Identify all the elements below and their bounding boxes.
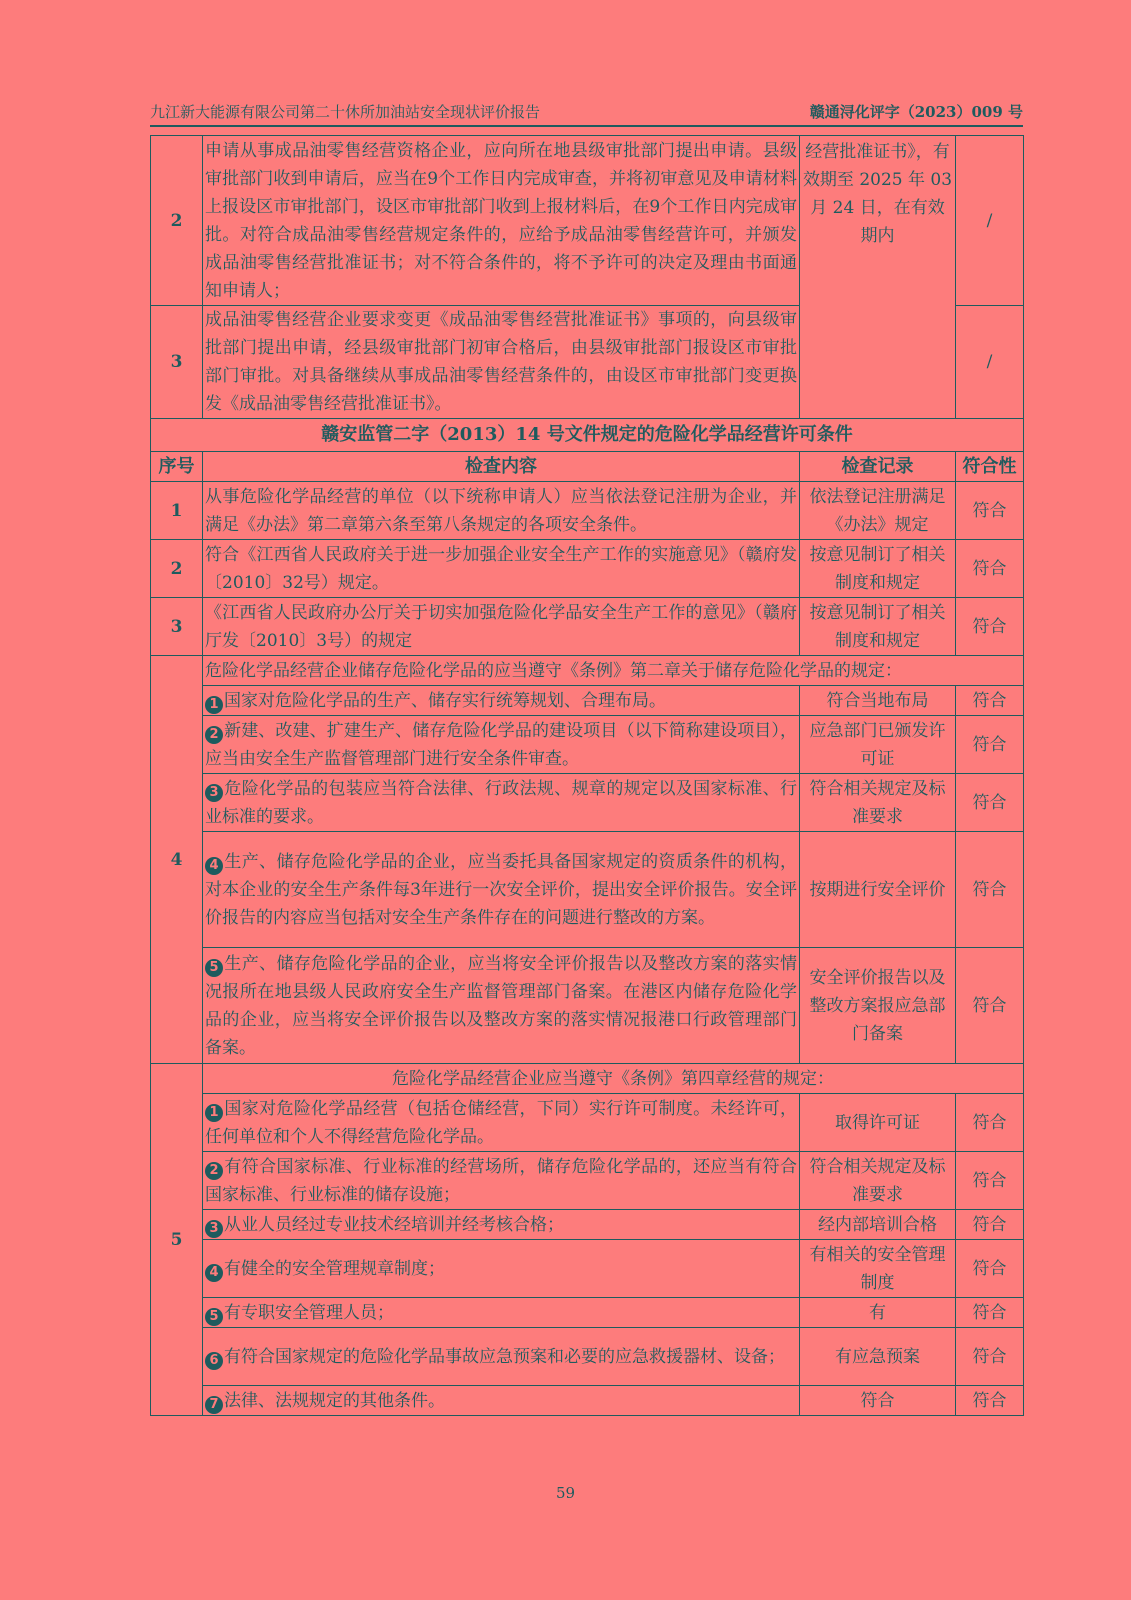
check-record: 有	[800, 1298, 956, 1328]
check-record: 有应急预案	[800, 1328, 956, 1386]
column-header-content: 检查内容	[203, 452, 800, 482]
table-row	[151, 686, 1024, 716]
group-heading: 危险化学品经营企业应当遵守《条例》第四章经营的规定：	[203, 1064, 1024, 1094]
check-record: 应急部门已颁发许可证	[800, 716, 956, 774]
document-number: 赣通浔化评字（2023）009 号	[809, 103, 1023, 121]
table-row	[151, 1386, 1024, 1416]
check-content	[203, 948, 800, 1064]
column-header-num: 序号	[151, 452, 203, 482]
row-number: 3	[151, 598, 203, 656]
row-number: 5	[151, 1064, 203, 1416]
conformity: 符合	[956, 1386, 1024, 1416]
conformity: 符合	[956, 482, 1024, 540]
item-text: 有符合国家标准、行业标准的经营场所，储存危险化学品的，还应当有符合国家标准、行业标准的储存设施；	[205, 1156, 797, 1205]
circled-number-icon: 7	[205, 1396, 223, 1414]
circled-number-icon: 3	[205, 784, 223, 802]
check-content: 符合《江西省人民政府关于进一步加强企业安全生产工作的实施意见》（赣府发〔2010〕32号）规定。	[203, 540, 800, 598]
circled-number-icon: 4	[205, 857, 223, 875]
check-record: 依法登记注册满足《办法》规定	[800, 482, 956, 540]
table-row	[151, 1298, 1024, 1328]
check-record: 安全评价报告以及整改方案报应急部门备案	[800, 948, 956, 1064]
conformity: 符合	[956, 1328, 1024, 1386]
conformity: 符合	[956, 716, 1024, 774]
check-content	[203, 1152, 800, 1210]
row-number: 4	[151, 656, 203, 1064]
check-record: 按意见制订了相关制度和规定	[800, 598, 956, 656]
group-heading-row	[151, 1064, 1024, 1094]
table-row	[151, 1328, 1024, 1386]
check-content: 《江西省人民政府办公厅关于切实加强危险化学品安全生产工作的意见》（赣府厅发〔2010〕3号）的规定	[203, 598, 800, 656]
conformity: 符合	[956, 540, 1024, 598]
group-heading: 危险化学品经营企业储存危险化学品的应当遵守《条例》第二章关于储存危险化学品的规定：	[203, 656, 1024, 686]
circled-number-icon: 2	[205, 726, 223, 744]
check-record: 符合相关规定及标准要求	[800, 774, 956, 832]
section-title-row	[151, 419, 1024, 452]
conformity: 符合	[956, 1210, 1024, 1240]
check-content: 成品油零售经营企业要求变更《成品油零售经营批准证书》事项的，向县级审批部门提出申请，经县级审批部门初审合格后，由县级审批部门报设区市审批部门审批。对具备继续从事成品油零售经营条件的，由设区市审批部门变更换发《成品油零售经营批准证书》。	[203, 306, 800, 419]
item-text: 国家对危险化学品的生产、储存实行统筹规划、合理布局。	[224, 690, 666, 711]
item-text: 危险化学品的包装应当符合法律、行政法规、规章的规定以及国家标准、行业标准的要求。	[205, 778, 797, 827]
conformity: /	[956, 136, 1024, 306]
table-row	[151, 540, 1024, 598]
table-row	[151, 1094, 1024, 1152]
circled-number-icon: 4	[205, 1264, 223, 1282]
check-content	[203, 716, 800, 774]
table-row	[151, 598, 1024, 656]
item-text: 从业人员经过专业技术经培训并经考核合格；	[224, 1214, 564, 1235]
conformity: 符合	[956, 1240, 1024, 1298]
check-content	[203, 1210, 800, 1240]
table-row	[151, 482, 1024, 540]
circled-number-icon: 5	[205, 959, 223, 977]
table-row	[151, 948, 1024, 1064]
conformity: 符合	[956, 948, 1024, 1064]
circled-number-icon: 1	[205, 696, 223, 714]
conformity: 符合	[956, 1094, 1024, 1152]
conformity: 符合	[956, 832, 1024, 948]
check-record: 有相关的安全管理制度	[800, 1240, 956, 1298]
circled-number-icon: 5	[205, 1308, 223, 1326]
row-number: 1	[151, 482, 203, 540]
check-content	[203, 1240, 800, 1298]
table-row	[151, 136, 1024, 306]
check-record: 符合相关规定及标准要求	[800, 1152, 956, 1210]
conformity: 符合	[956, 1298, 1024, 1328]
table-row	[151, 1210, 1024, 1240]
inspection-table	[150, 135, 1024, 1416]
column-header-row	[151, 452, 1024, 482]
row-number: 2	[151, 540, 203, 598]
check-content	[203, 1094, 800, 1152]
page-number: 59	[555, 1484, 576, 1502]
check-record: 按期进行安全评价	[800, 832, 956, 948]
item-text: 法律、法规规定的其他条件。	[224, 1390, 445, 1411]
column-header-conformity: 符合性	[956, 452, 1024, 482]
table-row	[151, 774, 1024, 832]
check-record: 符合	[800, 1386, 956, 1416]
check-content	[203, 1386, 800, 1416]
conformity: 符合	[956, 598, 1024, 656]
check-content	[203, 832, 800, 948]
conformity: /	[956, 306, 1024, 419]
table-row	[151, 832, 1024, 948]
check-content	[203, 686, 800, 716]
check-record: 符合当地布局	[800, 686, 956, 716]
table-row	[151, 716, 1024, 774]
report-title: 九江新大能源有限公司第二十休所加油站安全现状评价报告	[150, 103, 541, 121]
row-number: 3	[151, 306, 203, 419]
check-record: 按意见制订了相关制度和规定	[800, 540, 956, 598]
item-text: 有符合国家规定的危险化学品事故应急预案和必要的应急救援器材、设备；	[224, 1346, 785, 1367]
conformity: 符合	[956, 1152, 1024, 1210]
row-number: 2	[151, 136, 203, 306]
circled-number-icon: 3	[205, 1220, 223, 1238]
conformity: 符合	[956, 774, 1024, 832]
check-content	[203, 1298, 800, 1328]
check-record: 经营批准证书》，有效期至 2025 年 03 月 24 日，在有效期内	[800, 136, 956, 419]
check-record: 经内部培训合格	[800, 1210, 956, 1240]
check-content: 从事危险化学品经营的单位（以下统称申请人）应当依法登记注册为企业，并满足《办法》第二章第六条至第八条规定的各项安全条件。	[203, 482, 800, 540]
item-text: 有专职安全管理人员；	[224, 1302, 394, 1323]
column-header-record: 检查记录	[800, 452, 956, 482]
check-content: 申请从事成品油零售经营资格企业，应向所在地县级审批部门提出申请。县级审批部门收到申请后，应当在9个工作日内完成审查，并将初审意见及申请材料上报设区市审批部门，设区市审批部门收到上报材料后，在9个工作日内完成审批。对符合成品油零售经营规定条件的，应给予成品油零售经营许可，并颁发成品油零售经营批准证书；对不符合条件的，将不予许可的决定及理由书面通知申请人；	[203, 136, 800, 306]
item-text: 生产、储存危险化学品的企业，应当委托具备国家规定的资质条件的机构，对本企业的安全生产条件每3年进行一次安全评价，提出安全评价报告。安全评价报告的内容应当包括对安全生产条件存在的问题进行整改的方案。	[205, 851, 797, 928]
check-record: 取得许可证	[800, 1094, 956, 1152]
circled-number-icon: 6	[205, 1352, 223, 1370]
page-header	[150, 98, 1023, 127]
table-row	[151, 1240, 1024, 1298]
conformity: 符合	[956, 686, 1024, 716]
item-text: 国家对危险化学品经营（包括仓储经营，下同）实行许可制度。未经许可，任何单位和个人不得经营危险化学品。	[205, 1098, 797, 1147]
check-content	[203, 1328, 800, 1386]
circled-number-icon: 2	[205, 1162, 223, 1180]
section-title: 赣安监管二字（2013）14 号文件规定的危险化学品经营许可条件	[151, 419, 1024, 452]
table-row	[151, 1152, 1024, 1210]
group-heading-row	[151, 656, 1024, 686]
item-text: 有健全的安全管理规章制度；	[224, 1258, 445, 1279]
item-text: 生产、储存危险化学品的企业，应当将安全评价报告以及整改方案的落实情况报所在地县级人民政府安全生产监督管理部门备案。在港区内储存危险化学品的企业，应当将安全评价报告以及整改方案的落实情况报港口行政管理部门备案。	[205, 953, 797, 1058]
check-content	[203, 774, 800, 832]
circled-number-icon: 1	[205, 1104, 223, 1122]
item-text: 新建、改建、扩建生产、储存危险化学品的建设项目（以下简称建设项目），应当由安全生产监督管理部门进行安全条件审查。	[205, 720, 797, 769]
